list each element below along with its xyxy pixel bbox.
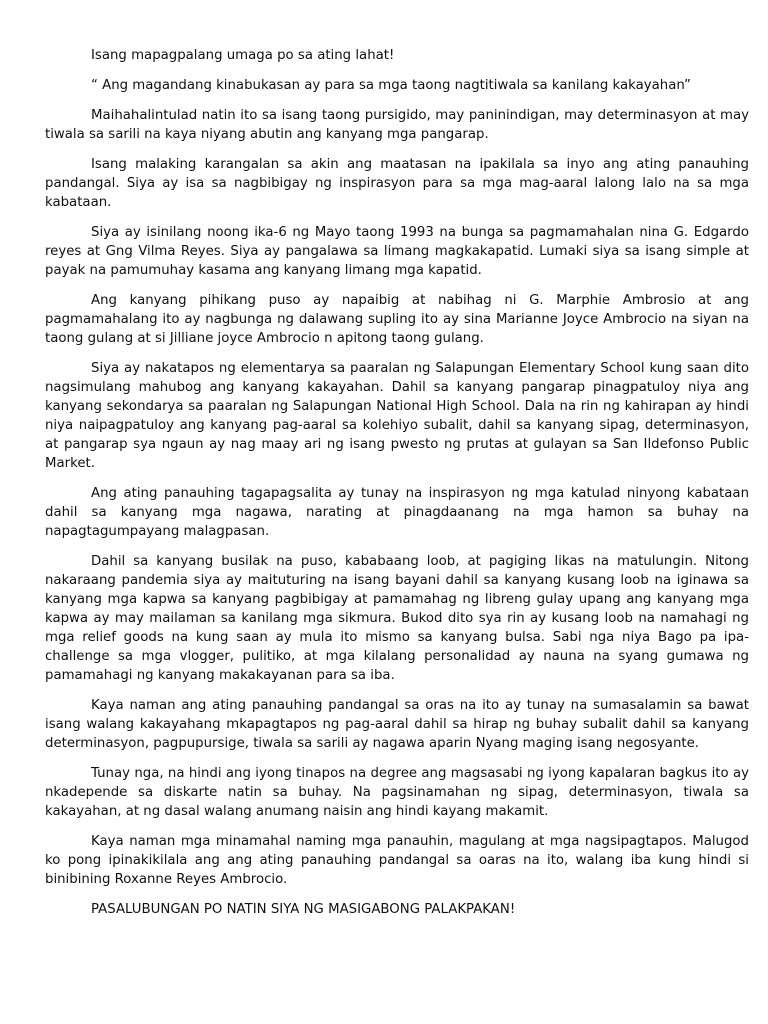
body-paragraph: Tunay nga, na hindi ang iyong tinapos na degree ang magsasabi ng iyong kapalaran bagkus ito ay nkadepende sa diskarte natin sa buhay. Na pagsinamahan ng sipag, determinasyon, tiwala sa kakayahan, at ng dasal walang anumang naisin ang hindi kayang makamit.	[45, 766, 749, 819]
document-page	[45, 46, 749, 930]
body-paragraph: Siya ay isinilang noong ika-6 ng Mayo taong 1993 na bunga sa pagmamahalan nina G. Edgardo reyes at Gng Vilma Reyes. Siya ay pangalawa sa limang magkakapatid. Lumaki siya sa isang simple at payak na pamumuhay kasama ang kanyang limang mga kapatid.	[45, 225, 749, 278]
body-paragraph: Ang kanyang pihikang puso ay napaibig at nabihag ni G. Marphie Ambrosio at ang pagmamahalang ito ay nagbunga ng dalawang supling ito ay sina Marianne Joyce Ambrocio na siyan na taong gulang at si Jilliane joyce Ambrocio n apitong taong gulang.	[45, 293, 749, 346]
quote-paragraph: “ Ang magandang kinabukasan ay para sa mga taong nagtitiwala sa kanilang kakayahan”	[91, 78, 691, 93]
body-paragraph: Kaya naman mga minamahal naming mga panauhin, magulang at mga nagsipagtapos. Malugod ko pong ipinakikilala ang ang ating panauhing pandangal sa oaras na ito, walang iba kung hindi si binibining Roxanne Reyes Ambrocio.	[45, 834, 749, 887]
body-paragraph: Dahil sa kanyang busilak na puso, kababaang loob, at pagiging likas na matulungin. Nitong nakaraang pandemia siya ay maituturing na isang bayani dahil sa kanyang kusang loob na iginawa sa kanyang mga kapwa sa kanyang pagbibigay at pamamahag ng libreng gulay upang ang kanyang mga kapwa ay may mailaman sa kanilang mga sikmura. Bukod dito sya rin ay kusang loob na namahagi ng mga relief goods na kung saan ay mula ito mismo sa kanyang bulsa. Sabi nga niya Bago pa ipa-challenge sa mga vlogger, pulitiko, at mga kilalang personalidad ay nauna na syang gumawa ng pamamahagi ng kanyang makakayanan para sa iba.	[45, 554, 749, 683]
body-paragraph: Ang ating panauhing tagapagsalita ay tunay na inspirasyon ng mga katulad ninyong kabataan dahil sa kanyang mga nagawa, narating at pinagdaanang na mga hamon sa buhay na napagtagumpayang malagpasan.	[45, 486, 749, 539]
body-paragraph: Siya ay nakatapos ng elementarya sa paaralan ng Salapungan Elementary School kung saan dito nagsimulang mahubog ang kanyang kakayahan. Dahil sa kanyang pangarap pinagpatuloy niya ang kanyang sekondarya sa paaralan ng Salapungan National High School. Dala na rin ng kahirapan ay hindi niya naipagpatuloy ang kanyang pag-aaral sa kolehiyo subalit, dahil sa kanyang sipag, determinasyon, at pangarap sya ngaun ay nag maay ari ng isang pwesto ng prutas at gulayan sa San Ildefonso Public Market.	[45, 361, 749, 471]
body-paragraph: Maihahalintulad natin ito sa isang taong pursigido, may paninindigan, may determinasyon at may tiwala sa sarili na kaya niyang abutin ang kanyang mga pangarap.	[45, 108, 749, 142]
greeting-paragraph: Isang mapagpalang umaga po sa ating lahat!	[91, 48, 395, 63]
body-paragraph: Isang malaking karangalan sa akin ang maatasan na ipakilala sa inyo ang ating panauhing pandangal. Siya ay isa sa nagbibigay ng inspirasyon para sa mga mag-aaral lalong lalo na sa mga kabataan.	[45, 157, 749, 210]
body-paragraph: Kaya naman ang ating panauhing pandangal sa oras na ito ay tunay na sumasalamin sa bawat isang walang kakayahang mkapagtapos ng pag-aaral dahil sa hirap ng buhay subalit dahil sa kanyang determinasyon, pagpupursige, tiwala sa sarili ay nagawa aparin Nyang maging isang negosyante.	[45, 698, 749, 751]
closing-paragraph: PASALUBUNGAN PO NATIN SIYA NG MASIGABONG PALAKPAKAN!	[91, 902, 516, 917]
